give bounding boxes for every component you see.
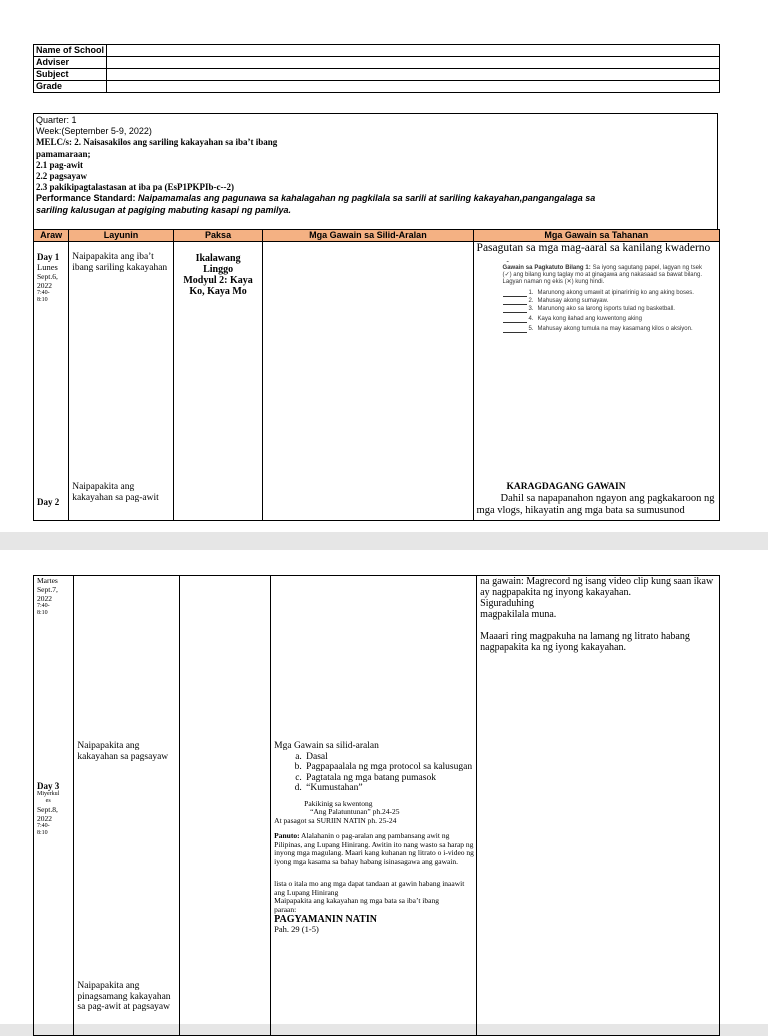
school-info-table: [33, 44, 720, 93]
table-header-row: [34, 230, 720, 242]
tahanan-text-2: Siguraduhing: [480, 598, 535, 609]
melc-item-3: 2.3 pakikipagtalastasan at iba pa (EsP1PKPIb-c--2): [36, 182, 235, 193]
worksheet-intro-bold: Gawain sa Pagkatuto Bilang 1:: [502, 265, 591, 271]
karagdagang-block: [477, 482, 715, 517]
day1-date: Sept.6,: [37, 272, 58, 281]
answer-blank[interactable]: [503, 290, 527, 297]
tahanan-cell: [477, 576, 720, 1036]
melc-text-2: pamamaraan;: [36, 148, 91, 159]
pakikinig-text: Pakikinig sa kwentong: [304, 798, 373, 808]
paksa-cell: [173, 242, 263, 521]
day2-time2: 8:10: [37, 610, 48, 616]
info-value[interactable]: [107, 57, 720, 69]
quarter-label: Quarter: 1: [36, 115, 77, 125]
melc-line: [36, 137, 715, 148]
day3-block: [37, 781, 59, 837]
item-text: Marunong ako sa larong isports tulad ng basketball.: [537, 306, 675, 312]
info-label: Grade: [34, 81, 107, 93]
melc-item-2: 2.2 pagsayaw: [36, 171, 88, 182]
perf-text-2: sariling kalusugan at pagiging mabuting kasapi ng pamilya.: [36, 204, 292, 215]
item-text: Mahusay akong sumayaw.: [537, 298, 609, 304]
panuto-text: Alalahanin o pag-aralan ang pambansang awit ng Pilipinas, ang Lupang Hinirang. Awitin ito nang wasto sa harap ng inyong mga magulang. Maari kang kuhanan ng litrato o i-video ng iyong mga kasama sa bahay habang isinasagawa ang gawain.: [274, 831, 474, 866]
answer-blank[interactable]: [503, 306, 527, 313]
melc-text: 2. Naisasakilos ang sariling kakayahan sa iba’t ibang: [74, 137, 278, 148]
araw-cell: [34, 576, 74, 1036]
item-text: Mahusay akong tumula na may kasamang kilos o aksiyon.: [537, 326, 693, 332]
paksa-cell: [179, 576, 270, 1036]
day3-layunin: Naipapakita ang kakayahan sa pagsayaw: [77, 741, 169, 762]
info-value[interactable]: [107, 69, 720, 81]
silid-activities: [274, 741, 474, 934]
day2-layunin: Naipapakita ang kakayahan sa pag-awit: [72, 482, 159, 503]
karagdagang-text: Dahil sa napapanahon ngayon ang pagkakaroon ng mga vlogs, hikayatin ang mga bata sa sumusunod: [476, 493, 715, 516]
day3-label: Day 3: [37, 781, 60, 791]
tahanan-title: Pasagutan sa mga mag-aaral sa kanilang kwaderno: [476, 242, 711, 254]
silid-list: [274, 752, 474, 794]
info-row: [34, 45, 720, 57]
worksheet-intro-text: Sa iyong sagutang papel, lagyan ng tsek (✓) ang bilang kung taglay mo at ginagawa ang nakasaad sa bawat bilang. Lagyan naman ng ekis (✕) kung hindi.: [502, 265, 702, 285]
answer-blank[interactable]: [503, 326, 527, 333]
day3-layunin-2: Naipapakita ang pinagsamang kakayahan sa pag-awit at pagsayaw: [77, 981, 171, 1012]
perf-label: Performance Standard:: [36, 193, 136, 204]
pah-text: Pah. 29 (1-5): [274, 924, 319, 934]
tahanan-text-4: Maaari ring magpakuha na lamang ng litrato habang nagpapakita ka ng iyong kakayahan.: [480, 631, 690, 653]
lesson-plan-table: [33, 229, 720, 521]
day2-time: 7:40-: [37, 603, 50, 609]
silid-title: Mga Gawain sa silid-aralan: [274, 741, 379, 751]
day1-time2: 8:10: [37, 297, 48, 303]
info-row: [34, 69, 720, 81]
pagyamanin-title: PAGYAMANIN NATIN: [274, 914, 378, 925]
day3-weekday-2: es: [45, 798, 51, 804]
day3-time: 7:40-: [37, 823, 50, 829]
worksheet-item: [503, 316, 702, 323]
day2-date: Sept.7,: [37, 585, 58, 594]
list-item: c. Pagtatala ng mga batang pumasok: [304, 773, 474, 784]
item-num: 5.: [528, 326, 534, 332]
info-row: [34, 81, 720, 93]
table-row-day2-day3: [34, 576, 720, 1036]
col-araw: Araw: [34, 230, 69, 242]
day3-time2: 8:10: [37, 830, 48, 836]
layunin-cell: [69, 242, 174, 521]
info-value[interactable]: [107, 81, 720, 93]
worksheet-intro: [503, 265, 702, 286]
dash: -: [506, 257, 509, 265]
day2-weekday: Martes: [37, 576, 58, 585]
info-label: Name of School: [34, 45, 107, 57]
lesson-plan-table-continued: [33, 575, 720, 1036]
day3-year: 2022: [37, 814, 52, 823]
answer-blank[interactable]: [503, 316, 527, 323]
silid-cell: [263, 242, 473, 521]
info-row: [34, 57, 720, 69]
col-tahanan: Mga Gawain sa Tahanan: [473, 230, 719, 242]
worksheet-item: [503, 306, 702, 313]
melc-item-1: 2.1 pag-awit: [36, 159, 83, 170]
performance-standard: [36, 193, 715, 204]
tahanan-text-1: na gawain: Magrecord ng isang video clip kung saan ikaw ay nagpapakita ng inyong kakayahan.: [480, 576, 714, 598]
day3-date: Sept.8,: [37, 805, 58, 814]
item-num: 2.: [528, 298, 534, 304]
lesson-header: [33, 113, 718, 229]
lista-text: lista o itala mo ang mga dapat tandaan at gawin habang inaawit ang Lupang Hinirang: [274, 879, 465, 897]
paksa-line-1: Ikalawang: [195, 253, 241, 264]
worksheet-item: [503, 326, 702, 333]
item-num: 4.: [528, 316, 534, 322]
worksheet-item: [503, 298, 702, 305]
kwento-title: “Ang Palatuntunan” ph.24-25: [310, 807, 400, 816]
day1-weekday: Lunes: [37, 262, 58, 272]
tahanan-text-3: magpakilala muna.: [480, 609, 557, 620]
layunin-cell: [74, 576, 180, 1036]
paksa-line-3: Modyul 2: Kaya: [183, 275, 253, 286]
worksheet: [477, 265, 716, 333]
col-layunin: Layunin: [69, 230, 174, 242]
tahanan-cell: [473, 242, 719, 521]
perf-text: Naipamamalas ang pagunawa sa kahalagahan ng pagkilala sa sarili at sariling kakayahan,pangangalaga sa: [138, 193, 596, 204]
day2-year: 2022: [37, 594, 52, 603]
answer-blank[interactable]: [503, 298, 527, 305]
page-2: [0, 550, 768, 1024]
maipakita-text: Maipapakita ang kakayahan ng mga bata sa iba’t ibang: [274, 896, 439, 905]
item-num: 1.: [528, 290, 534, 296]
list-item: a. Dasal: [304, 752, 474, 763]
item-num: 3.: [528, 306, 534, 312]
silid-cell: [271, 576, 477, 1036]
info-label: Adviser: [34, 57, 107, 69]
day1-year: 2022: [37, 281, 52, 290]
karagdagang-title: KARAGDAGANG GAWAIN: [506, 482, 626, 492]
day1-layunin: Naipapakita ang iba’t ibang sariling kakayahan: [72, 252, 168, 273]
melc-label: MELC/s:: [36, 137, 72, 148]
paraan-text: paraan:: [274, 904, 297, 914]
araw-cell: [34, 242, 69, 521]
table-row-day1: [34, 242, 720, 521]
info-label: Subject: [34, 69, 107, 81]
item-text: Kaya kong ilahad ang kuwentong aking: [537, 316, 642, 322]
col-silid: Mga Gawain sa Silid-Aralan: [263, 230, 473, 242]
list-item: b. Pagpapaalala ng mga protocol sa kalusugan: [304, 762, 474, 773]
worksheet-item: [503, 290, 702, 297]
panuto-label: Panuto:: [274, 831, 300, 840]
panuto-block: [274, 832, 474, 866]
paksa-line-4: Ko, Kaya Mo: [189, 286, 247, 297]
paksa-line-2: Linggo: [203, 264, 234, 275]
info-value[interactable]: [107, 45, 720, 57]
day1-label: Day 1: [37, 252, 60, 262]
week-label: Week:(September 5-9, 2022): [36, 126, 152, 137]
day3-weekday: Miyerkul: [37, 791, 60, 797]
day1-time: 7:40-: [37, 290, 50, 296]
list-item: d. “Kumustahan”: [304, 783, 474, 794]
col-paksa: Paksa: [173, 230, 263, 242]
day2-label: Day 2: [37, 497, 60, 507]
item-text: Marunong akong umawit at ipinaririnig ko ang aking boses.: [537, 290, 694, 296]
sagot-text: At pasagot sa SURIIN NATIN ph. 25-24: [274, 815, 397, 825]
